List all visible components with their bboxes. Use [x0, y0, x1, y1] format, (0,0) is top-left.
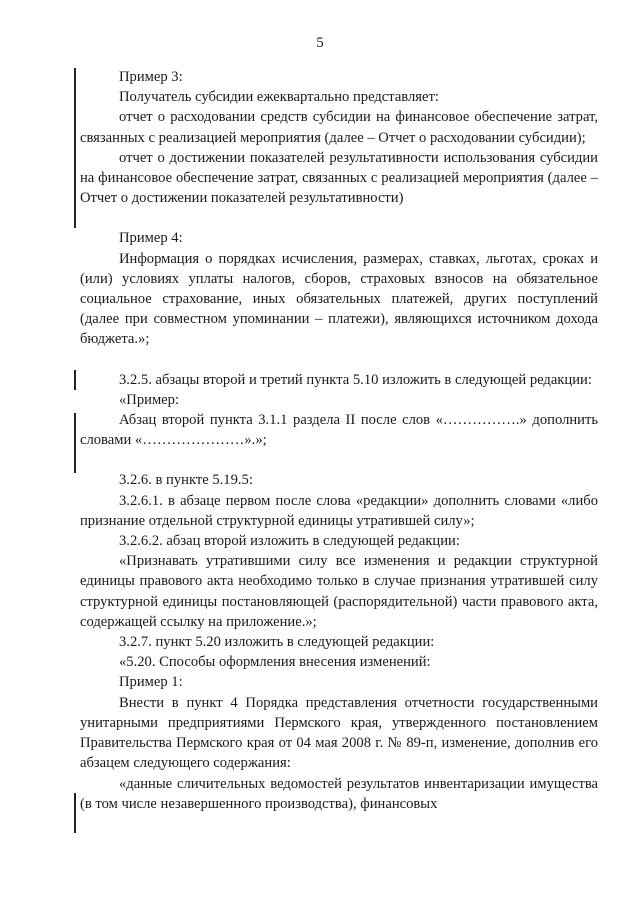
paragraph: Информация о порядках исчисления, размерах, ставках, льготах, сроках и (или) условиях уплаты налогов, сборов, страховых взносов на обязательное социальное страхование, иных обязательных платежей, других поступлений (далее при совместном упоминании – платежи), являющихся источником дохода бюджета.»;: [80, 250, 598, 348]
margin-bar: [74, 413, 76, 473]
blank-line: [80, 350, 598, 370]
paragraph: 3.2.7. пункт 5.20 изложить в следующей редакции:: [119, 634, 435, 651]
paragraph: Пример 3:: [119, 69, 183, 85]
paragraph: отчет о достижении показателей результативности использования субсидии на финансовое обеспечение затрат, связанных с реализацией мероприятия (далее – Отчет о достижении показателей результативности): [80, 149, 598, 207]
blank-line: [80, 208, 598, 228]
paragraph: «5.20. Способы оформления внесения изменений:: [119, 654, 431, 671]
paragraph: Получатель субсидии ежеквартально представляет:: [119, 89, 439, 106]
paragraph: Пример 4:: [119, 230, 183, 247]
paragraph: Абзац второй пункта 3.1.1 раздела II после слов «…………….» дополнить словами «…………………».»;: [80, 412, 598, 449]
document-body: [80, 67, 598, 814]
paragraph: 3.2.5. абзацы второй и третий пункта 5.10 изложить в следующей редакции:: [119, 371, 592, 388]
margin-bar: [74, 370, 76, 390]
paragraph: Внести в пункт 4 Порядка представления отчетности государственными унитарными предприятиями Пермского края, утвержденного постановлением Правительства Пермского края от 04 мая 2008 г. № 89-п, изменение, дополнив его абзацем следующего содержания:: [80, 694, 598, 772]
paragraph: отчет о расходовании средств субсидии на финансовое обеспечение затрат, связанных с реализацией мероприятия (далее – Отчет о расходовании субсидии);: [80, 109, 598, 146]
paragraph: Пример 1:: [119, 674, 183, 691]
margin-bar: [74, 793, 76, 833]
paragraph: «данные сличительных ведомостей результатов инвентаризации имущества (в том числе незавершенного производства), финансовых: [80, 775, 598, 812]
paragraph: 3.2.6.1. в абзаце первом после слова «редакции» дополнить словами «либо признание отдельной структурной единицы утратившей силу»;: [80, 492, 598, 529]
paragraph: 3.2.6.2. абзац второй изложить в следующей редакции:: [119, 533, 460, 550]
paragraph: «Признавать утратившими силу все изменения и редакции структурной единицы правового акта необходимо только в случае признания утратившей силу структурной единицы постановляющей (распорядительной) части правового акта, содержащей ссылку на приложение.»;: [80, 553, 598, 630]
blank-line: [80, 450, 598, 470]
margin-bar: [74, 68, 76, 228]
paragraph: 3.2.6. в пункте 5.19.5:: [119, 472, 253, 489]
page-number: 5: [316, 35, 324, 51]
paragraph: «Пример:: [119, 391, 180, 408]
